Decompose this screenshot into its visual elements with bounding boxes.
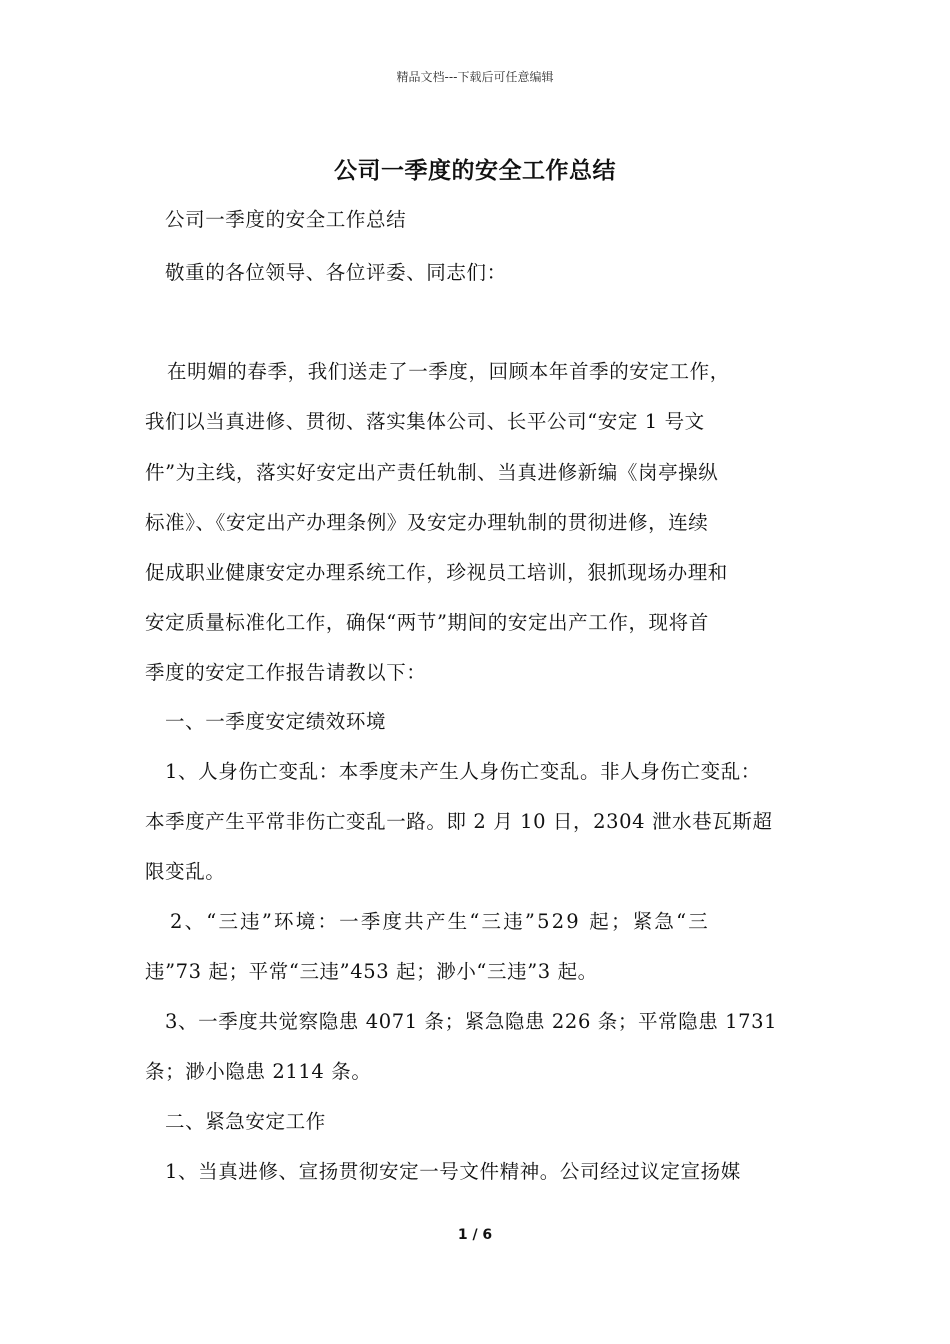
section-heading-1: 一、一季度安定绩效环境	[165, 710, 387, 733]
item-3-line: 条；渺小隐患 2114 条。	[145, 1060, 372, 1083]
item-2-line: 违”73 起；平常“三违”453 起；渺小“三违”3 起。	[145, 960, 598, 983]
item-1-line: 本季度产生平常非伤亡变乱一路。即 2 月 10 日，2304 泄水巷瓦斯超	[145, 810, 773, 833]
intro-line: 在明媚的春季，我们送走了一季度，回顾本年首季的安定工作，	[167, 360, 730, 383]
intro-line: 安定质量标准化工作，确保“两节”期间的安定出产工作，现将首	[145, 611, 709, 634]
intro-line: 季度的安定工作报告请教以下：	[145, 661, 427, 684]
section-heading-2: 二、紧急安定工作	[165, 1110, 326, 1133]
subtitle-line: 公司一季度的安全工作总结	[165, 208, 407, 231]
greeting-line: 敬重的各位领导、各位评委、同志们：	[165, 261, 507, 284]
item-1-line: 1、人身伤亡变乱：本季度未产生人身伤亡变乱。非人身伤亡变乱：	[165, 760, 761, 783]
intro-line: 促成职业健康安定办理系统工作，珍视员工培训，狠抓现场办理和	[145, 561, 728, 584]
header-note: 精品文档---下载后可任意编辑	[396, 70, 554, 84]
item-2-line: 2、“三违”环境：一季度共产生“三违”529 起；紧急“三	[170, 910, 710, 933]
item-1-line: 限变乱。	[145, 860, 226, 883]
item-4-line: 1、当真进修、宣扬贯彻安定一号文件精神。公司经过议定宣扬媒	[165, 1160, 741, 1183]
intro-line: 标准》、《安定出产办理条例》及安定办理轨制的贯彻进修，连续	[145, 511, 709, 534]
document-title: 公司一季度的安全工作总结	[334, 157, 616, 184]
intro-line: 件”为主线，落实好安定出产责任轨制、当真进修新编《岗亭操纵	[145, 461, 719, 484]
page-number: 1 / 6	[457, 1227, 493, 1243]
intro-line: 我们以当真进修、贯彻、落实集体公司、长平公司“安定 1 号文	[145, 410, 705, 433]
item-3-line: 3、一季度共觉察隐患 4071 条；紧急隐患 226 条；平常隐患 1731	[165, 1010, 778, 1033]
